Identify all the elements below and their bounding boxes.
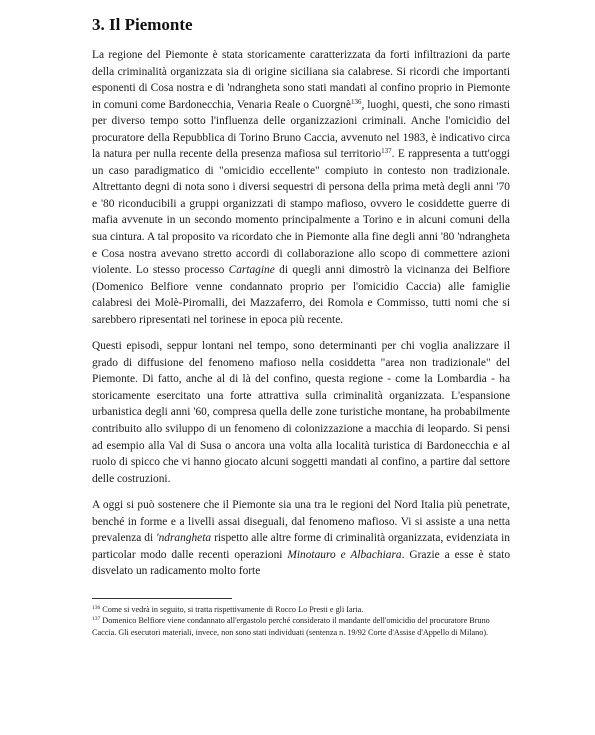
section-heading: 3. Il Piemonte [92,15,193,34]
footnote-ref-137[interactable]: 137 [381,147,392,156]
paragraph-1 [92,47,510,328]
paragraph-1-text-b: , luoghi, questi, che sono rimasti per diverso tempo sotto l'influenza delle organizzazioni criminali. Anche l'omicidio del procuratore della Repubblica di Torino Bruno Caccia, avvenuto nel 1983, è indicativo circa la natura per nulla recente della presenza mafiosa sul territorio [92,98,510,161]
paragraph-1-italic-cartagine: Cartagine [228,264,275,277]
footnote-number: 137 [92,616,101,623]
footnote-separator [92,598,232,599]
paragraph-3 [92,497,510,580]
paragraph-3-italic-operations: Minotauro e Albachiara [287,548,402,561]
footnote-text: Come si vedrà in seguito, si tratta rispettivamente di Rocco Lo Presti e gli Iaria. [100,605,364,614]
paragraph-3-italic-ndrangheta: 'ndrangheta [156,532,212,545]
paragraph-1-text-c: . E rappresenta a tutt'oggi un caso paradigmatico di "omicidio eccellente" compiuto in contesto non tradizionale. Altrettanto degni di nota sono i diversi sequestri di persona della prima metà degli anni '70 e '80 riconducibili a gruppi organizzati di stampo mafioso, ovvero le cosiddette guerre di mafia avvenute in un secondo momento principalmente a Torino e in alcuni comuni della sua cintura. A tal proposito va ricordato che in Piemonte alla fine degli anni '80 'ndrangheta e Cosa nostra avevano stretto accordi di collaborazione allo scopo di commettere azioni violente. Lo stesso processo [92,148,510,277]
footnote-text: Domenico Belfiore viene condannato all'ergastolo perché considerato il mandante dell'omicidio del procuratore Bruno Caccia. Gli esecutori materiali, invece, non sono stati individuati (sentenza n. 19/92 Corte d'Assise d'Appello di Milano). [92,616,490,637]
document-page [92,14,510,590]
footnote-ref-136[interactable]: 136 [350,97,362,106]
paragraph-3-text-b: rispetto alle altre forme di criminalità organizzata, evidenziata in particolar modo dalle recenti operazioni [92,532,510,561]
paragraph-2: Questi episodi, seppur lontani nel tempo, sono determinanti per chi voglia analizzare il grado di diffusione del fenomeno mafioso nella cosiddetta "area non tradizionale" del Piemonte. Di fatto, anche al di là del confino, questa regione - come la Lombardia - ha storicamente esercitato una forte attrattiva sulla criminalità organizzata. L'espansione urbanistica degli anni '60, compresa quella delle zone turistiche montane, ha probabilmente contribuito allo sviluppo di un fenomeno di colonizzazione a macchia di leopardo. Si pensi ad esempio alla Val di Susa o ancora una volta alla località turistica di Bardonecchia e al ruolo di spicco che vi hanno giocato alcuni soggetti mandati al confino, a partire dal settore delle costruzioni. [92,340,510,485]
footnote-137 [92,615,510,638]
paragraph-1-text-a: La regione del Piemonte è stata storicamente caratterizzata da forti infiltrazioni da parte della criminalità organizzata sia di origine siciliana sia calabrese. Si ricordi che importanti esponenti di Cosa nostra e di 'ndrangheta sono stati mandati al confino proprio in Piemonte in comuni come Bardonecchia, Venaria Reale o Cuorgnè [92,49,510,111]
paragraph-3-text-c: . Grazie a esse è stato disvelato un radicamento molto forte [92,548,511,578]
footnote-136 [92,604,510,615]
paragraph-3-text-a: A oggi si può sostenere che il Piemonte sia una tra le regioni del Nord Italia più penetrate, benché in forme e a livelli assai diseguali, dal fenomeno mafioso. Vi si assiste a una netta prevalenza di [92,499,510,545]
footnote-number: 136 [92,605,101,611]
paragraph-1-text-d: di quegli anni dimostrò la vicinanza dei Belfiore (Domenico Belfiore venne condannato proprio per l'omicidio Caccia) alle famiglie calabresi dei Molè-Piromalli, dei Mazzaferro, dei Romola e Commisso, tutti nomi che si sarebbero ripresentati nel torinese in epoca più recente. [92,264,510,326]
footnotes-section [92,604,510,638]
